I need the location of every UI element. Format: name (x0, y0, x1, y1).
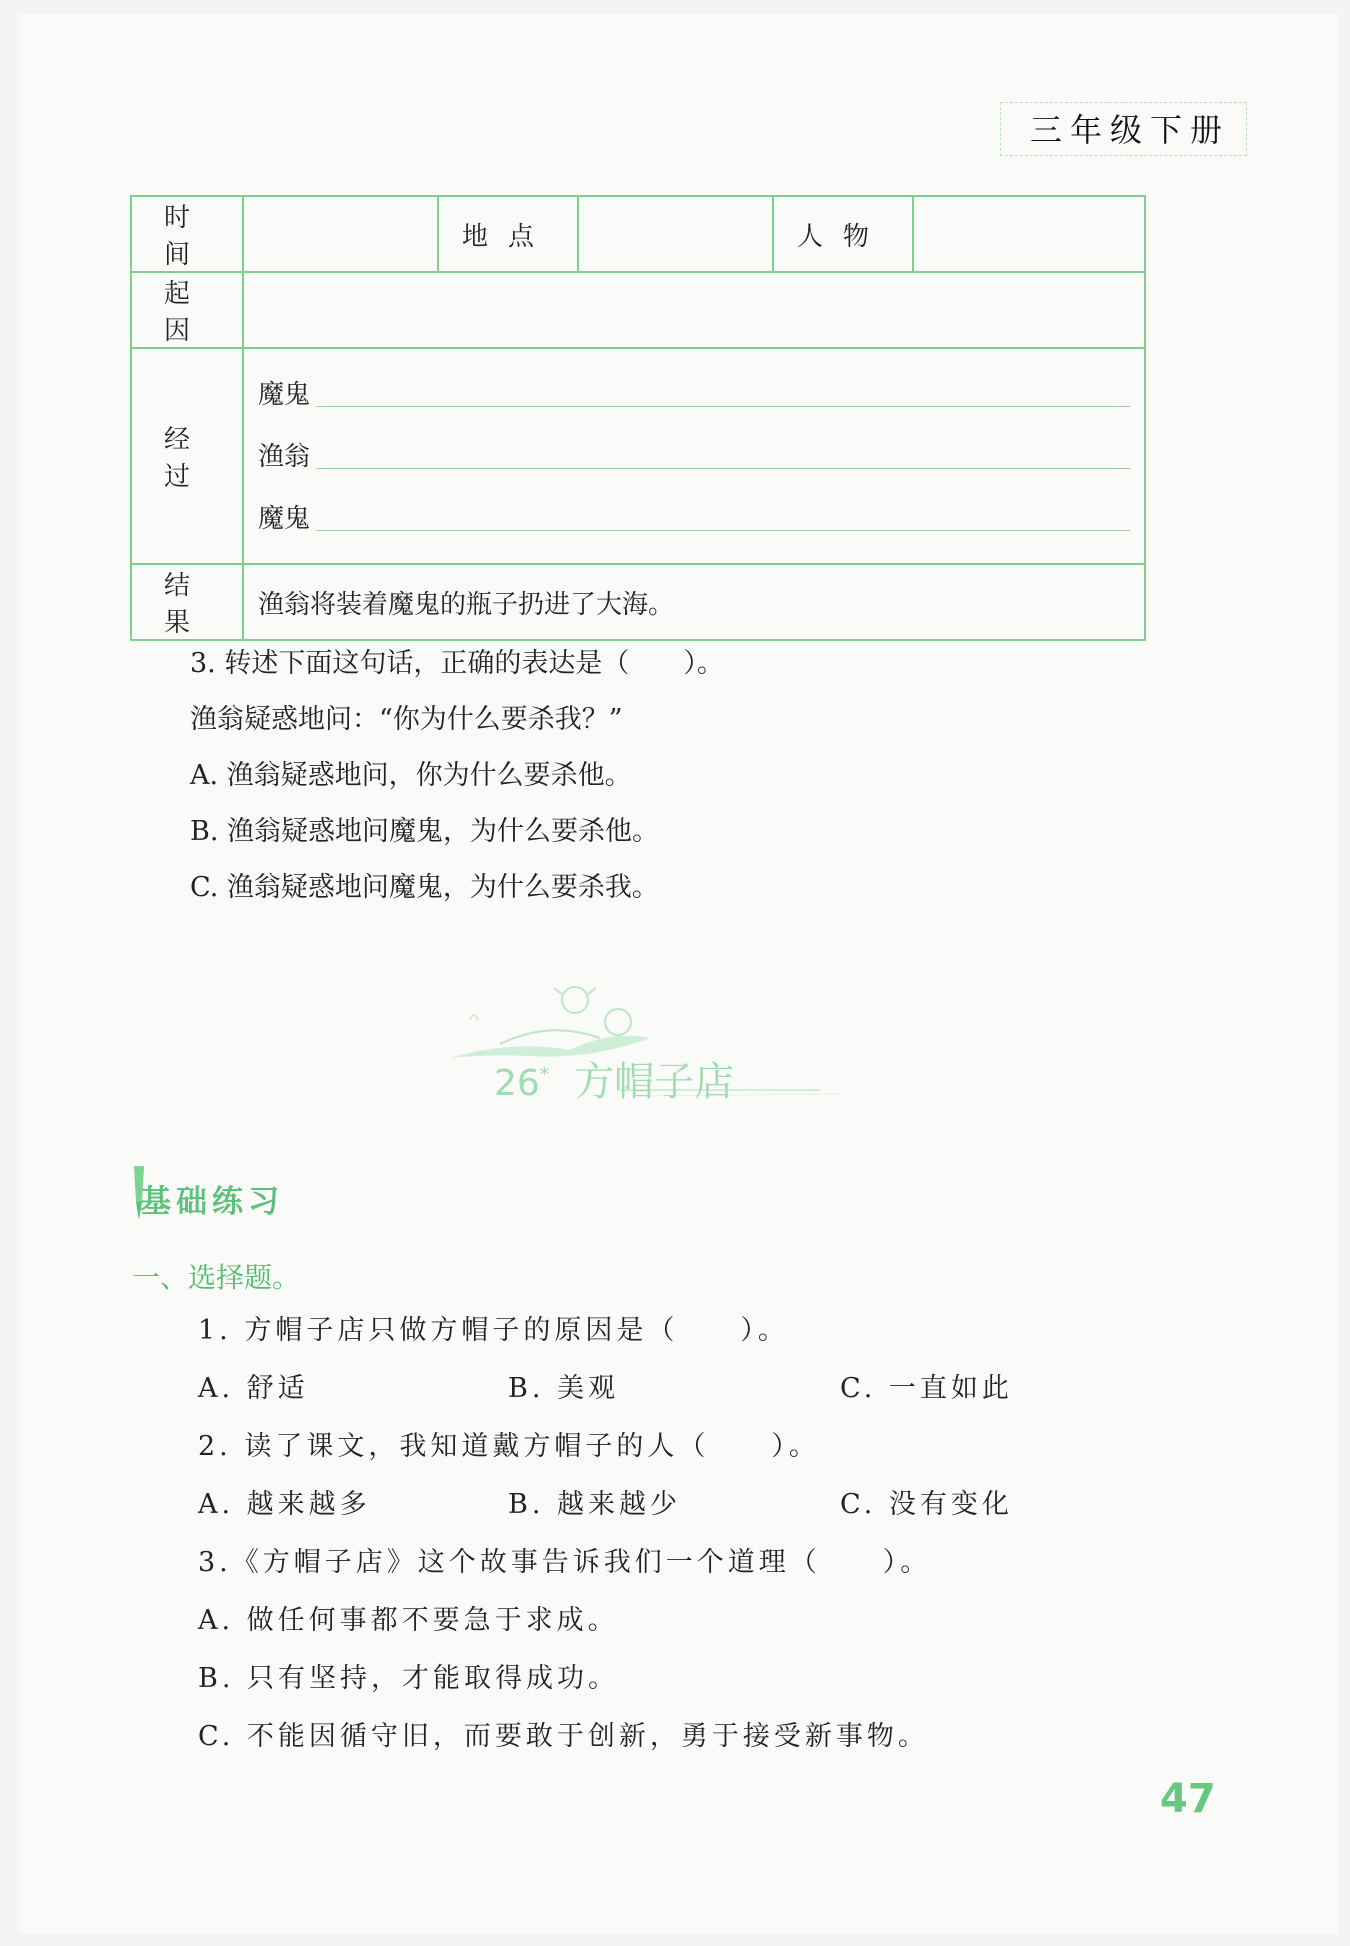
prev-q3-option-b[interactable]: B. 渔翁疑惑地问魔鬼，为什么要杀他。 (190, 816, 660, 847)
process-cell (243, 348, 1145, 564)
q1-stem: 1. 方帽子店只做方帽子的原因是（ ）。 (198, 1315, 789, 1346)
q2-option-c[interactable]: C. 没有变化 (840, 1489, 1013, 1520)
grade-label: 三年级下册 (1029, 111, 1230, 149)
people-cell[interactable] (913, 196, 1145, 272)
process-label: 经过 (131, 348, 243, 564)
cause-cell[interactable] (243, 272, 1145, 348)
q3-option-c[interactable]: C. 不能因循守旧，而要敢于创新，勇于接受新事物。 (198, 1721, 929, 1752)
process-line[interactable]: 魔鬼 (258, 483, 1130, 545)
story-table (130, 195, 1146, 641)
section-subheading: 一、选择题。 (132, 1261, 301, 1294)
page-number: 47 (1160, 1776, 1216, 1822)
prev-q3-quote: 渔翁疑惑地问：“你为什么要杀我？” (190, 704, 623, 735)
process-line[interactable]: 渔翁 (258, 421, 1130, 483)
time-cell[interactable] (243, 196, 438, 272)
result-label: 结果 (131, 564, 243, 640)
q2-stem: 2. 读了课文，我知道戴方帽子的人（ ）。 (198, 1431, 820, 1462)
prev-q3-stem: 3. 转述下面这句话，正确的表达是（ ）。 (190, 648, 724, 679)
lesson-title: 26* 方帽子店 (494, 1059, 735, 1105)
time-label: 时间 (131, 196, 243, 272)
q3-option-b[interactable]: B. 只有坚持，才能取得成功。 (198, 1663, 620, 1694)
q2-option-b[interactable]: B. 越来越少 (508, 1489, 682, 1520)
q1-option-b[interactable]: B. 美观 (508, 1373, 620, 1404)
section-heading: 基础练习 (140, 1184, 284, 1220)
lesson-title-banner (440, 980, 860, 1140)
result-text: 渔翁将装着魔鬼的瓶子扔进了大海。 (243, 564, 1145, 640)
q3-stem: 3.《方帽子店》这个故事告诉我们一个道理（ ）。 (198, 1547, 932, 1578)
q2-option-a[interactable]: A. 越来越多 (198, 1489, 371, 1520)
prev-q3-option-a[interactable]: A. 渔翁疑惑地问，你为什么要杀他。 (190, 760, 632, 791)
place-label: 地点 (438, 196, 578, 272)
place-cell[interactable] (578, 196, 773, 272)
people-label: 人物 (773, 196, 913, 272)
q3-option-a[interactable]: A. 做任何事都不要急于求成。 (198, 1605, 619, 1636)
process-line[interactable]: 魔鬼 (258, 359, 1130, 421)
q1-option-c[interactable]: C. 一直如此 (840, 1373, 1013, 1404)
prev-q3-option-c[interactable]: C. 渔翁疑惑地问魔鬼，为什么要杀我。 (190, 872, 659, 903)
cause-label: 起因 (131, 272, 243, 348)
q1-option-a[interactable]: A. 舒适 (198, 1373, 309, 1404)
grade-header (1000, 102, 1247, 156)
